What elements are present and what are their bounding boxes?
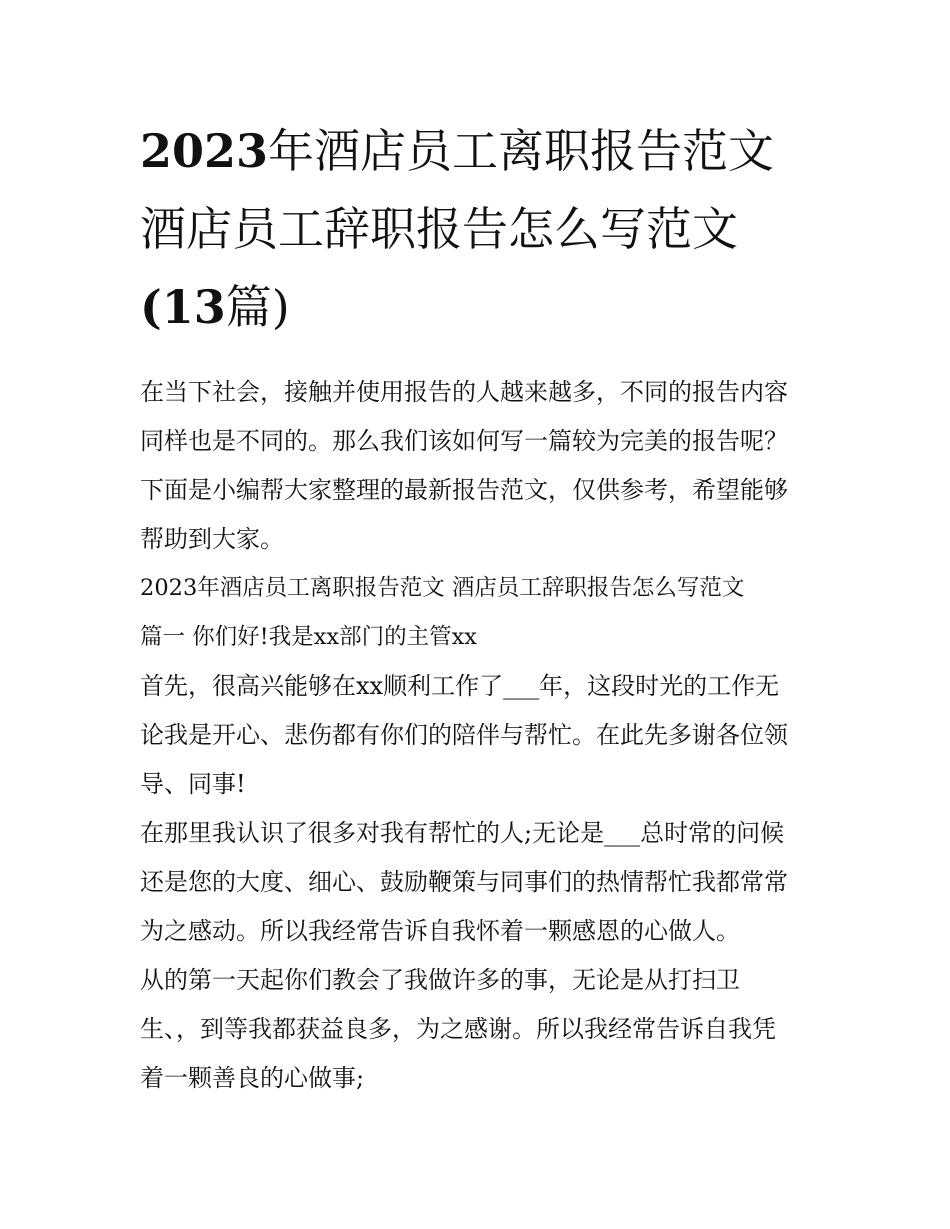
text-line: 下面是小编帮大家整理的最新报告范文，仅供参考，希望能够	[140, 476, 788, 504]
title-line: 2023年酒店员工离职报告范文	[140, 124, 775, 178]
text-line: 从的第一天起你们教会了我做许多的事，无论是从打扫卫	[140, 966, 740, 994]
text-line: 生、，到等我都获益良多，为之感谢。所以我经常告诉自我凭	[140, 1015, 776, 1043]
text-line: 在当下社会，接触并使用报告的人越来越多，不同的报告内容	[140, 378, 788, 406]
text-line: 论我是开心、悲伤都有你们的陪伴与帮忙。在此先多谢各位领	[140, 721, 788, 749]
body-text	[140, 368, 820, 1103]
document-title	[140, 112, 820, 346]
title-line: (13篇)	[140, 280, 290, 334]
text-line: 还是您的大度、细心、鼓励鞭策与同事们的热情帮忙我都常常	[140, 868, 788, 896]
document-page	[140, 112, 820, 1103]
text-line: 导、同事!	[140, 770, 246, 798]
text-line: 着一颗善良的心做事;	[140, 1064, 365, 1092]
text-line: 在那里我认识了很多对我有帮忙的人;无论是___总时常的问候	[140, 819, 785, 847]
text-line: 为之感动。所以我经常告诉自我怀着一颗感恩的心做人。	[140, 917, 740, 945]
title-line: 酒店员工辞职报告怎么写范文	[140, 202, 738, 256]
text-line: 篇一 你们好!我是xx部门的主管xx	[140, 624, 477, 650]
text-line: 首先，很高兴能够在xx顺利工作了___年，这段时光的工作无	[140, 672, 780, 700]
text-line: 同样也是不同的。那么我们该如何写一篇较为完美的报告呢？	[140, 427, 788, 455]
text-line: 2023年酒店员工离职报告范文 酒店员工辞职报告怎么写范文	[140, 575, 745, 601]
text-line: 帮助到大家。	[140, 525, 284, 553]
